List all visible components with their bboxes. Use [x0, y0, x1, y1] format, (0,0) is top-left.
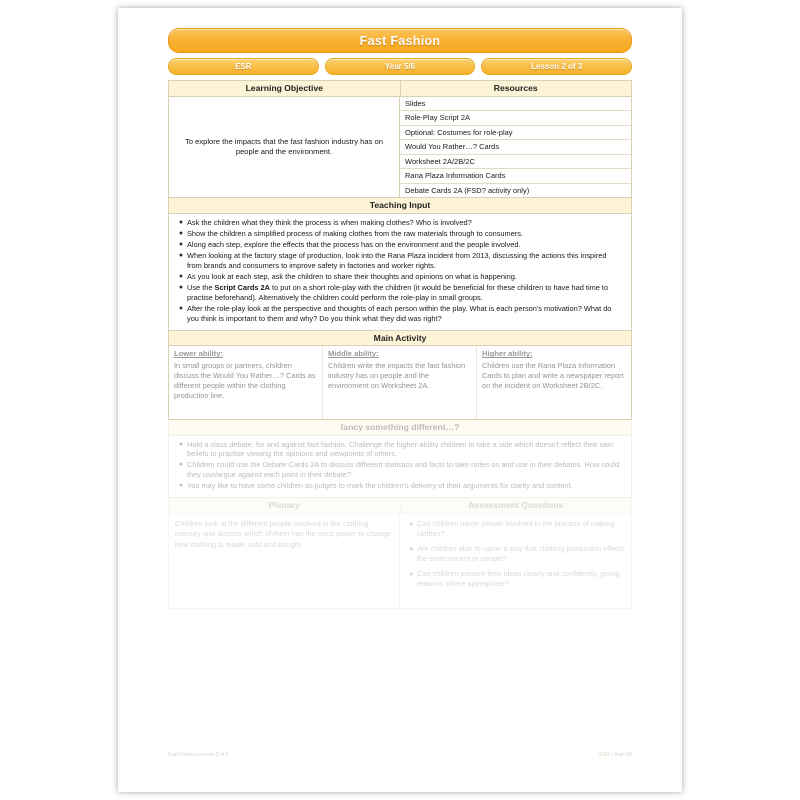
plenary-assessment-block [168, 498, 632, 608]
learning-objective-text: To explore the impacts that the fast fashion industry has on people and the environment. [169, 97, 400, 198]
list-item-text: As you look at each step, ask the children to share their thoughts and opinions on what is happening. [187, 272, 517, 282]
pill-year-group: Year 5/6 [325, 58, 476, 75]
meta-pill-row [168, 58, 632, 75]
bullet-dot-icon: ● [178, 218, 184, 226]
list-item [175, 440, 623, 459]
ability-title: Higher ability: [481, 349, 533, 359]
list-item [406, 519, 625, 539]
plenary-assessment-header-row [169, 498, 631, 514]
ability-text: Children write the impacts the fast fashion industry has on people and the environment on Worksheet 2A. [327, 361, 466, 391]
list-item [175, 218, 623, 228]
list-item: Would You Rather…? Cards [400, 140, 631, 155]
list-item-text: When looking at the factory stage of production, look into the Rana Plaza incident from 2013, discussing the actions this inspired from brands and consumers to improve safety in factories and worker rights. [187, 251, 607, 270]
footer-right-text: ESR | Year 5/6 [599, 752, 632, 758]
ability-column-higher [477, 346, 631, 419]
list-item-text: Children could use the Debate Cards 2A to discuss different statistics and facts to take notes on and use in their debates. How could they use/argue against each point in their debate? [187, 460, 620, 480]
list-item-text: Can children name people involved in the process of making clothes? [417, 518, 615, 538]
list-item: Optional: Costumes for role-play [400, 126, 631, 141]
list-item-text: Along each step, explore the effects that the process has on the environment and the people involved. [187, 240, 521, 250]
teaching-input-header: Teaching Input [169, 198, 631, 214]
bullet-dot-icon: ● [178, 230, 184, 238]
emphasised-resource-name: Script Cards 2A [214, 283, 270, 293]
ability-column-middle [323, 346, 477, 419]
bullet-dot-icon: ● [409, 568, 414, 578]
objective-resources-header-row [169, 81, 631, 97]
main-activity-columns [169, 346, 631, 419]
pill-lesson-number: Lesson 2 of 3 [481, 58, 632, 75]
list-item: Role-Play Script 2A [400, 111, 631, 126]
footer-left-text: Fast Fashion Lesson 2 of 3 [168, 752, 229, 758]
ability-column-lower [169, 346, 323, 419]
list-item: Debate Cards 2A (FSD? activity only) [405, 185, 530, 195]
ability-text: In small groups or partners, children discuss the Would You Rather…? Cards as different people within the clothing production line. [174, 361, 316, 401]
bullet-dot-icon: ● [178, 252, 184, 260]
learning-objective-header: Learning Objective [169, 81, 401, 97]
resources-list [400, 97, 631, 198]
ability-title: Middle ability: [327, 349, 379, 359]
list-item [406, 544, 625, 564]
bullet-dot-icon: ● [178, 482, 184, 490]
bullet-dot-icon: ● [178, 273, 184, 281]
main-activity-header: Main Activity [169, 331, 631, 347]
fancy-something-different-header: fancy something different…? [169, 420, 631, 436]
list-item [175, 240, 623, 250]
pill-subject: ESR [168, 58, 319, 75]
list-item [175, 251, 623, 270]
list-item: Rana Plaza Information Cards [400, 169, 631, 184]
plenary-text: Children look at the different people involved in the clothing industry and discuss which of them has the most power to change how clothing is made, sold and bought. [169, 514, 400, 608]
bullet-dot-icon: ● [409, 518, 414, 528]
main-activity-block [168, 331, 632, 421]
list-item [406, 569, 625, 589]
lesson-plan-document [168, 28, 632, 609]
list-item [175, 229, 623, 239]
bullet-dot-icon: ● [178, 461, 184, 469]
bullet-dot-icon: ● [178, 440, 184, 448]
fancy-something-different-list [169, 436, 631, 498]
list-item-text: After the role-play look at the perspective and thoughts of each person within the play. What is each person's motivation? What do you think is important to them and why? Do you think what they did was right? [187, 303, 612, 323]
list-item-text: Are children able to name a way that clothing production effects the environment or people? [417, 543, 625, 563]
resources-header: Resources [401, 81, 632, 97]
ability-title: Lower ability: [174, 349, 223, 359]
ability-text: Children use the Rana Plaza Information Cards to plan and write a newspaper report on the incident on Worksheet 2B/2C. [481, 361, 624, 391]
list-item-text: Show the children a simplified process of making clothes from the raw materials through to consumers. [187, 229, 524, 239]
list-item [175, 460, 623, 479]
assessment-questions-header: Assessment Questions [401, 498, 632, 514]
plenary-assessment-body [169, 514, 631, 608]
list-item: Slides [400, 97, 631, 112]
list-item-text: Hold a class debate, for and against fast fashion. Challenge the higher-ability children to take a side which doesn't reflect their own beliefs to practise viewing the opinions and viewpoints of others. [187, 439, 614, 459]
list-item-text: You may like to have some children as judges to mark the children's delivery of their arguments for clarity and content. [187, 481, 573, 491]
fancy-something-different-block [168, 420, 632, 498]
list-item-text: Can children present their ideas clearly and confidently, giving reasons where appropriate? [417, 568, 620, 588]
plenary-header: Plenary [169, 498, 401, 514]
bullet-dot-icon: ● [178, 284, 184, 292]
teaching-input-list [169, 214, 631, 330]
bullet-dot-icon: ● [178, 241, 184, 249]
list-item [175, 304, 623, 323]
teaching-input-block [168, 198, 632, 330]
list-item-text: Ask the children what they think the process is when making clothes? Who is involved? [187, 217, 472, 227]
list-item-text: Use the Script Cards 2A to put on a short role-play with the children (it would be beneficial for these children to have had time to practise beforehand). Alternatively the children could perform the role-play in small groups. [187, 283, 609, 302]
list-item [175, 283, 623, 302]
objective-resources-body [169, 97, 631, 198]
bullet-dot-icon: ● [409, 543, 414, 553]
objective-resources-block [168, 80, 632, 198]
list-item: Worksheet 2A/2B/2C [400, 155, 631, 170]
document-footer [168, 752, 632, 758]
page-title: Fast Fashion [168, 28, 632, 53]
list-item [175, 272, 623, 282]
bullet-dot-icon: ● [178, 304, 184, 312]
list-item [175, 481, 623, 491]
assessment-questions-list [400, 514, 631, 608]
